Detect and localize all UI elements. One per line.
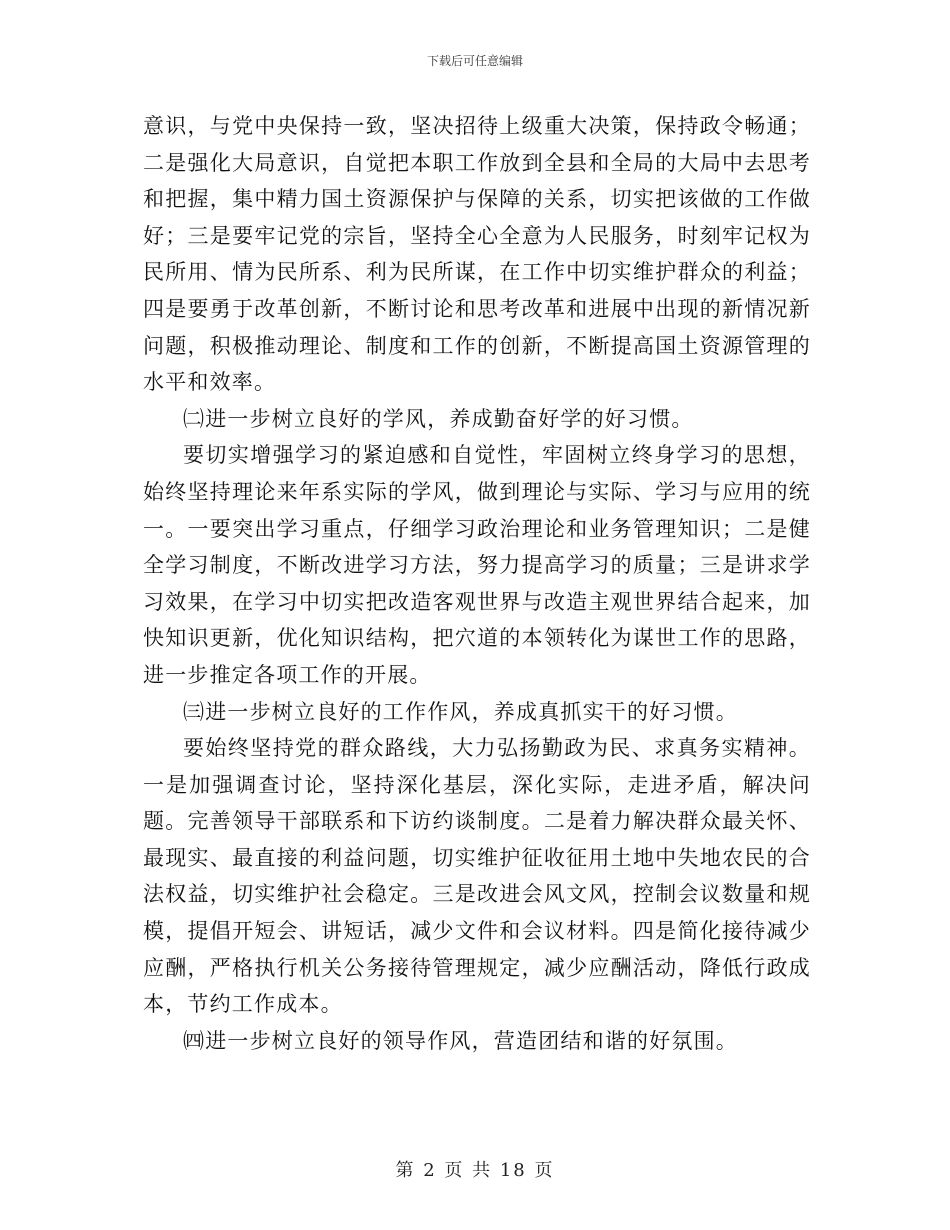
- paragraph-continuation: 意识，与党中央保持一致，坚决招待上级重大决策，保持政令畅通；二是强化大局意识，自觉把本职工作放到全县和全局的大局中去思考和把握，集中精力国土资源保护与保障的关系，切实把该做的工作做好；三是要牢记党的宗旨，坚持全心全意为人民服务，时刻牢记权为民所用、情为民所系、利为民所谋，在工作中切实维护群众的利益；四是要勇于改革创新，不断讨论和思考改革和进展中出现的新情况新问题，积极推动理论、制度和工作的创新，不断提高国土资源管理的水平和效率。: [143, 114, 811, 395]
- section-heading-3: ㈢进一步树立良好的工作作风，养成真抓实干的好习惯。: [183, 699, 738, 724]
- document-body: [143, 108, 811, 1059]
- paragraph-study-style: 要切实增强学习的紧迫感和自觉性，牢固树立终身学习的思想，始终坚持理论来年系实际的学风，做到理论与实际、学习与应用的统一。一要突出学习重点，仔细学习政治理论和业务管理知识；二是健全学习制度，不断改进学习方法，努力提高学习的质量；三是讲求学习效果，在学习中切实把改造客观世界与改造主观世界结合起来，加快知识更新，优化知识结构，把穴道的本领转化为谋世工作的思路，进一步推定各项工作的开展。: [143, 443, 811, 687]
- paragraph-work-style: 要始终坚持党的群众路线，大力弘扬勤政为民、求真务实精神。一是加强调查讨论，坚持深化基层，深化实际，走进矛盾，解决问题。完善领导干部联系和下访约谈制度。二是着力解决群众最关怀、最现实、最直接的利益问题，切实维护征收征用土地中失地农民的合法权益，切实维护社会稳定。三是改进会风文风，控制会议数量和规模，提倡开短会、讲短话，减少文件和会议材料。四是简化接待减少应酬，严格执行机关公务接待管理规定，减少应酬活动，降低行政成本，节约工作成本。: [143, 736, 811, 1017]
- page-number: 第 2 页 共 18 页: [395, 1160, 555, 1181]
- page-header-note: 下载后可任意编辑: [426, 54, 523, 68]
- section-heading-2: ㈡进一步树立良好的学风，养成勤奋好学的好习惯。: [183, 406, 694, 431]
- section-heading-4: ㈣进一步树立良好的领导作风，营造团结和谐的好氛围。: [183, 1028, 738, 1053]
